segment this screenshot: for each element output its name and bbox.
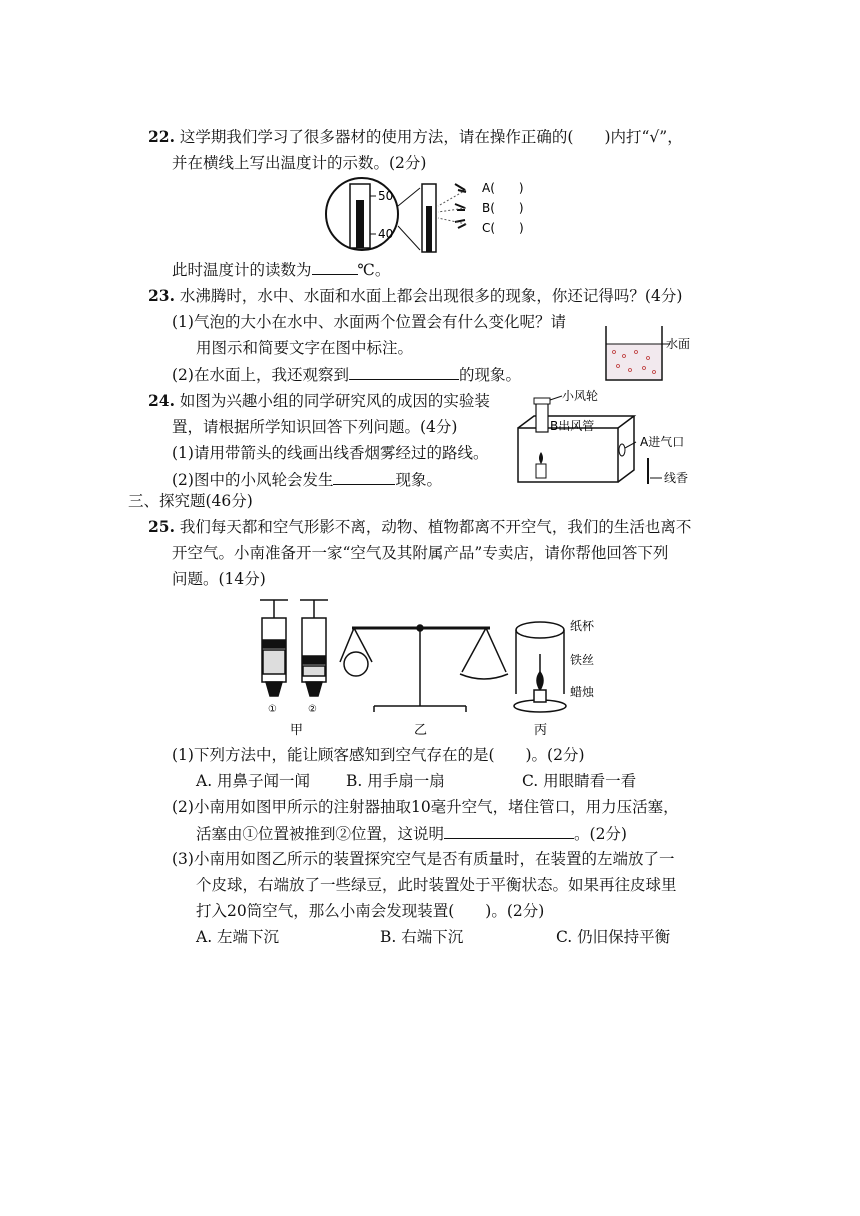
q23-sub2-blank[interactable] [349, 363, 459, 380]
q22-thermometer-figure [320, 176, 550, 256]
q24-sub2-blank[interactable] [333, 468, 395, 485]
q23-beaker-figure [600, 322, 700, 384]
q25-sub3-option-a: A. 左端下沉 [196, 928, 280, 946]
q22-option-a: A( ) [482, 181, 524, 195]
q23-number: 23. [148, 286, 175, 305]
q25-sub1: (1)下列方法中，能让顾客感知到空气存在的是( )。(2分) [172, 746, 585, 764]
cup-label: 纸杯 [570, 619, 595, 633]
balance-scale-icon [340, 625, 508, 712]
q25-figures [250, 594, 595, 744]
q25-sub1-option-a: A. 用鼻子闻一闻 [196, 772, 311, 790]
q24-line2: 置，请根据所学知识回答下列问题。(4分) [172, 418, 458, 436]
q23-sub2-line [172, 363, 521, 386]
q25-sub1-option-c: C. 用眼睛看一看 [522, 772, 637, 790]
q24-line1 [148, 390, 490, 412]
q25-sub2-prefix: 活塞由①位置被推到②位置，这说明 [196, 825, 445, 843]
q22-answer-prefix: 此时温度计的读数为 [172, 261, 312, 279]
q23-water-label: 水面 [666, 337, 691, 351]
q24-pipe-label: B出风管 [550, 419, 595, 433]
q23-sub2-suffix: 的现象。 [458, 366, 521, 384]
fig-label-bing: 丙 [534, 723, 548, 738]
q24-sub2-suffix: 现象。 [395, 471, 442, 489]
q25-sub2-line1: (2)小南用如图甲所示的注射器抽取10毫升空气，堵住管口，用力压活塞， [172, 798, 679, 816]
q24-incense-label: 线香 [664, 471, 689, 485]
syringe-mark-2: ② [308, 704, 317, 715]
q23-line1 [148, 285, 682, 307]
candle-label: 蜡烛 [570, 685, 595, 699]
q22-answer-unit: ℃。 [357, 261, 391, 279]
q24-sub2-line [172, 468, 442, 491]
wire-label: 铁丝 [570, 653, 595, 667]
paper-cup-icon [514, 622, 566, 712]
q25-sub2-blank[interactable] [444, 822, 574, 839]
fig-label-yi: 乙 [414, 723, 428, 738]
q22-option-c: C( ) [482, 221, 524, 235]
q25-line3: 问题。(14分) [172, 570, 266, 588]
q24-inlet-label: A进气口 [640, 435, 685, 449]
section-3-title: 三、探究题(46分) [128, 492, 253, 510]
q24-sub2-prefix: (2)图中的小风轮会发生 [172, 471, 334, 489]
syringe-icon [260, 600, 328, 696]
q23-sub2-prefix: (2)在水面上，我还观察到 [172, 366, 349, 384]
q25-sub3-line1: (3)小南用如图乙所示的装置探究空气是否有质量时，在装置的左端放了一 [172, 850, 675, 868]
q25-number: 25. [148, 517, 175, 536]
q25-text-1: 我们每天都和空气形影不离，动物、植物都离不开空气，我们的生活也离不 [179, 518, 692, 536]
q25-sub3-option-b: B. 右端下沉 [380, 928, 464, 946]
q23-text-1: 水沸腾时，水中、水面和水面上都会出现很多的现象，你还记得吗？(4分) [179, 287, 683, 305]
q25-sub3-option-c: C. 仍旧保持平衡 [556, 928, 671, 946]
q22-text-1: 这学期我们学习了很多器材的使用方法，请在操作正确的( )内打“√”， [179, 128, 683, 146]
q23-sub1-line1: (1)气泡的大小在水中、水面两个位置会有什么变化呢？请 [172, 313, 566, 331]
q22-answer-blank[interactable] [312, 258, 358, 275]
q25-sub1-option-b: B. 用手扇一扇 [346, 772, 445, 790]
q25-sub2-line2 [196, 822, 627, 845]
q22-line1 [148, 126, 683, 148]
q22-option-b: B( ) [482, 201, 524, 215]
fig-label-jia: 甲 [290, 723, 304, 738]
q24-text-1: 如图为兴趣小组的同学研究风的成因的实验装 [179, 392, 490, 410]
q22-tick-50: 50 [378, 189, 394, 203]
q25-sub2-suffix: 。(2分) [574, 825, 627, 843]
q24-sub1: (1)请用带箭头的线画出线香烟雾经过的路线。 [172, 444, 489, 462]
q22-tick-40: 40 [378, 227, 394, 241]
syringe-mark-1: ① [268, 704, 277, 715]
q24-number: 24. [148, 391, 175, 410]
q22-number: 22. [148, 127, 175, 146]
wind-wheel-icon [534, 398, 550, 404]
q25-line1 [148, 516, 691, 538]
q25-sub3-line2: 个皮球，右端放了一些绿豆，此时装置处于平衡状态。如果再往皮球里 [196, 876, 677, 894]
q23-sub1-line2: 用图示和简要文字在图中标注。 [196, 339, 414, 357]
q22-line2: 并在横线上写出温度计的示数。(2分) [172, 154, 427, 172]
q24-wind-box-figure [510, 389, 700, 490]
q25-sub3-line3: 打入20筒空气，那么小南会发现装置( )。(2分) [196, 902, 545, 920]
q24-wheel-label: 小风轮 [562, 389, 599, 403]
candle-icon [536, 464, 546, 478]
q25-line2: 开空气。小南准备开一家“空气及其附属产品”专卖店，请你帮他回答下列 [172, 544, 669, 562]
q22-answer-line [172, 258, 390, 281]
